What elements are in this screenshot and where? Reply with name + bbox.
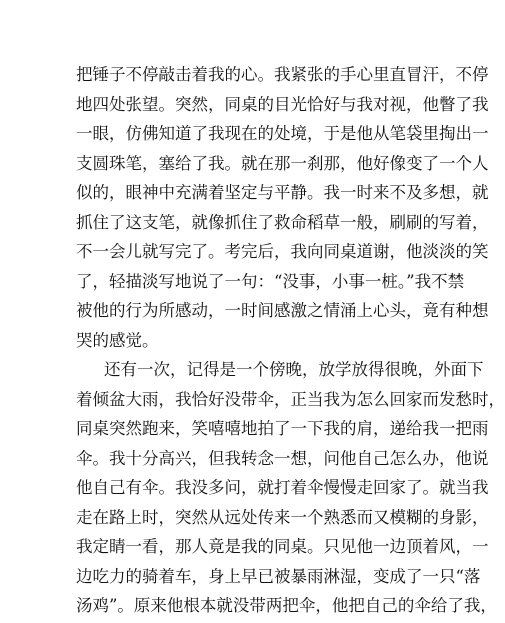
text-line: 汤鸡”。原来他根本就没带两把伞，他把自己的伞给了我， xyxy=(76,596,497,615)
text-line: 走在路上时，突然从远处传来一个熟悉而又模糊的身影， xyxy=(76,507,489,527)
text-line: 支圆珠笔，塞给了我。就在那一刹那，他好像变了一个人 xyxy=(76,153,489,173)
text-line: 不一会儿就写完了。考完后，我向同桌道谢，他淡淡的笑 xyxy=(76,242,489,261)
text-line: 似的，眼神中充满着坚定与平静。我一时来不及多想，就 xyxy=(76,183,489,202)
text-line: 一眼，仿佛知道了我现在的处境，于是他从笔袋里掏出一 xyxy=(76,124,489,143)
text-line: 了，轻描淡写地说了一句：“没事，小事一桩。”我不禁 xyxy=(76,271,465,291)
text-line: 哭的感觉。 xyxy=(76,330,159,350)
text-line: 同桌突然跑来，笑嘻嘻地拍了一下我的肩，递给我一把雨 xyxy=(76,419,489,438)
text-line: 抓住了这支笔，就像抓住了救命稻草一般，刷刷的写着， xyxy=(76,212,489,232)
text-line: 把锤子不停敲击着我的心。我紧张的手心里直冒汗，不停 xyxy=(76,65,489,84)
text-line: 他自己有伞。我没多问，就打着伞慢慢走回家了。就当我 xyxy=(76,478,489,497)
text-line: 我定睛一看，那人竟是我的同桌。只见他一边顶着风，一 xyxy=(76,537,489,556)
text-line: 伞。我十分高兴，但我转念一想，问他自己怎么办，他说 xyxy=(76,448,489,468)
text-line: 着倾盆大雨，我恰好没带伞，正当我为怎么回家而发愁时， xyxy=(76,389,505,409)
text-line: 边吃力的骑着车，身上早已被暴雨淋湿，变成了一只“落 xyxy=(76,566,481,586)
paragraph-start-line: 还有一次，记得是一个傍晚，放学放得很晚，外面下 xyxy=(104,360,484,379)
text-line: 地四处张望。突然，同桌的目光恰好与我对视，他瞥了我 xyxy=(76,94,489,114)
text-line: 被他的行为所感动，一时间感激之情涌上心头，竟有种想 xyxy=(76,301,489,320)
